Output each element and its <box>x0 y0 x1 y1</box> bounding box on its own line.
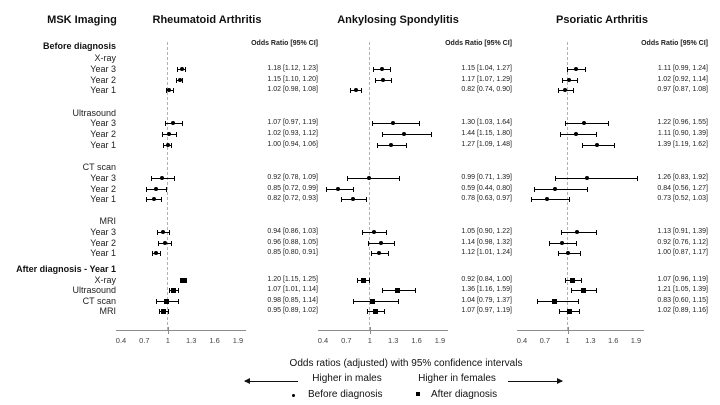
or-value: 0.83 [0.60, 1.15] <box>657 297 708 304</box>
or-marker-circle <box>354 88 358 92</box>
or-marker-circle <box>161 230 165 234</box>
ci-cap-low <box>362 230 363 235</box>
or-value: 1.02 [0.93, 1.12] <box>267 130 318 137</box>
higher-in-females-arrow-icon <box>508 377 562 386</box>
x-tick-label-rheumatoid-arthritis: 0.4 <box>115 336 127 345</box>
or-value: 0.85 [0.72, 0.99] <box>267 185 318 192</box>
row-label-year-1: Year 1 <box>90 193 116 204</box>
or-marker-square <box>581 288 586 293</box>
or-marker-circle <box>178 78 182 82</box>
or-marker-circle <box>595 143 599 147</box>
or-marker-circle <box>336 187 340 191</box>
or-marker-circle <box>163 241 167 245</box>
or-value: 0.92 [0.76, 1.12] <box>657 239 708 246</box>
ci-cap-high <box>169 230 170 235</box>
or-value: 1.12 [1.01, 1.24] <box>461 249 512 256</box>
ci-cap-low <box>549 241 550 246</box>
ci-cap-low <box>156 299 157 304</box>
row-label-after-diagnosis-year-1: After diagnosis - Year 1 <box>16 263 116 274</box>
or-value: 1.13 [0.91, 1.39] <box>657 228 708 235</box>
ci-cap-high <box>182 121 183 126</box>
or-value: 1.27 [1.09, 1.48] <box>461 141 512 148</box>
or-marker-circle <box>160 176 164 180</box>
ci-cap-high <box>173 88 174 93</box>
ci-cap-high <box>353 187 354 192</box>
ci-cap-low <box>371 251 372 256</box>
ci-cap-high <box>576 241 577 246</box>
ci-cap-low <box>157 230 158 235</box>
ci-cap-high <box>569 197 570 202</box>
ci-cap-low <box>537 299 538 304</box>
or-marker-square <box>567 309 572 314</box>
reference-line-psoriatic-arthritis <box>567 42 568 330</box>
or-value: 0.82 [0.72, 0.93] <box>267 195 318 202</box>
row-label-year-3: Year 3 <box>90 117 116 128</box>
or-value: 1.15 [1.10, 1.20] <box>267 76 318 83</box>
ci-cap-low <box>571 288 572 293</box>
ci-cap-high <box>361 88 362 93</box>
or-value: 1.04 [0.79, 1.37] <box>461 297 512 304</box>
x-axis-center-tick-psoriatic-arthritis <box>568 327 569 334</box>
ci-cap-low <box>151 176 152 181</box>
x-axis-center-tick-ankylosing-spondylitis <box>370 327 371 334</box>
or-marker-square <box>161 309 166 314</box>
ci-cap-low <box>558 251 559 256</box>
or-header-rheumatoid-arthritis: Odds Ratio [95% CI] <box>251 40 318 47</box>
panel-title-rheumatoid-arthritis: Rheumatoid Arthritis <box>152 14 262 26</box>
or-value: 1.07 [0.97, 1.19] <box>267 119 318 126</box>
ci-cap-low <box>176 78 177 83</box>
ci-cap-high <box>406 143 407 148</box>
row-label-ct-scan: CT scan <box>82 295 116 306</box>
or-marker-circle <box>167 132 171 136</box>
or-value: 1.18 [1.12, 1.23] <box>267 65 318 72</box>
or-marker-circle <box>180 67 184 71</box>
msk-imaging-title: MSK Imaging <box>47 14 117 26</box>
x-tick-label-psoriatic-arthritis: 1 <box>565 336 570 345</box>
x-tick-label-rheumatoid-arthritis: 1 <box>165 336 170 345</box>
or-marker-circle <box>367 176 371 180</box>
or-marker-circle <box>553 187 557 191</box>
ci-cap-high <box>384 309 385 314</box>
ci-cap-high <box>596 230 597 235</box>
row-label-year-1: Year 1 <box>90 84 116 95</box>
ci-cap-low <box>565 278 566 283</box>
or-marker-circle <box>154 251 158 255</box>
or-value: 1.02 [0.98, 1.08] <box>267 86 318 93</box>
ci-cap-high <box>386 230 387 235</box>
row-label-year-3: Year 3 <box>90 172 116 183</box>
or-marker-circle <box>574 67 578 71</box>
or-value: 1.11 [0.90, 1.39] <box>657 130 708 137</box>
or-marker-circle <box>166 143 170 147</box>
ci-cap-low <box>372 121 373 126</box>
ci-cap-low <box>382 288 383 293</box>
x-tick-label-psoriatic-arthritis: 0.7 <box>539 336 551 345</box>
x-tick-label-rheumatoid-arthritis: 1.3 <box>185 336 197 345</box>
or-value: 1.14 [0.98, 1.32] <box>461 239 512 246</box>
ci-cap-low <box>326 187 327 192</box>
or-value: 1.02 [0.89, 1.16] <box>657 307 708 314</box>
or-value: 0.59 [0.44, 0.80] <box>461 185 512 192</box>
row-label-mri: MRI <box>99 215 116 226</box>
or-marker-square <box>395 288 400 293</box>
ci-cap-low <box>555 176 556 181</box>
ci-cap-low <box>567 67 568 72</box>
ci-cap-low <box>368 241 369 246</box>
or-value: 0.95 [0.89, 1.02] <box>267 307 318 314</box>
or-value: 0.78 [0.63, 0.97] <box>461 195 512 202</box>
ci-cap-high <box>398 299 399 304</box>
row-label-mri: MRI <box>99 305 116 316</box>
ci-cap-high <box>369 278 370 283</box>
legend-before-diagnosis-label: Before diagnosis <box>308 389 383 400</box>
ci-cap-high <box>391 78 392 83</box>
or-value: 0.85 [0.80, 0.91] <box>267 249 318 256</box>
or-marker-circle <box>560 241 564 245</box>
row-label-ct-scan: CT scan <box>82 161 116 172</box>
legend-before-diagnosis-marker-icon <box>292 394 295 397</box>
or-marker-square <box>552 299 557 304</box>
or-value: 0.92 [0.78, 1.09] <box>267 174 318 181</box>
ci-cap-low <box>165 121 166 126</box>
or-value: 1.02 [0.92, 1.14] <box>657 76 708 83</box>
ci-cap-high <box>580 251 581 256</box>
x-tick-label-ankylosing-spondylitis: 1.9 <box>434 336 446 345</box>
or-marker-circle <box>379 241 383 245</box>
or-marker-square <box>181 278 186 283</box>
or-marker-circle <box>171 121 175 125</box>
row-label-year-3: Year 3 <box>90 63 116 74</box>
or-marker-square <box>370 299 375 304</box>
or-value: 1.26 [0.83, 1.92] <box>657 174 708 181</box>
ci-line <box>537 301 579 302</box>
ci-cap-low <box>347 176 348 181</box>
panel-title-psoriatic-arthritis: Psoriatic Arthritis <box>556 14 648 26</box>
panel-title-ankylosing-spondylitis: Ankylosing Spondylitis <box>337 14 459 26</box>
or-value: 1.22 [0.96, 1.55] <box>657 119 708 126</box>
ci-cap-low <box>353 299 354 304</box>
ci-line <box>347 178 400 179</box>
ci-line <box>353 301 398 302</box>
or-value: 0.97 [0.87, 1.08] <box>657 86 708 93</box>
ci-cap-low <box>367 309 368 314</box>
ci-cap-high <box>608 121 609 126</box>
ci-cap-low <box>565 121 566 126</box>
row-label-year-2: Year 2 <box>90 183 116 194</box>
ci-cap-high <box>596 288 597 293</box>
x-tick-label-rheumatoid-arthritis: 1.6 <box>209 336 220 345</box>
or-value: 1.30 [1.03, 1.64] <box>461 119 512 126</box>
ci-cap-high <box>168 309 169 314</box>
or-header-psoriatic-arthritis: Odds Ratio [95% CI] <box>641 40 708 47</box>
row-label-year-3: Year 3 <box>90 226 116 237</box>
x-tick-label-rheumatoid-arthritis: 1.9 <box>232 336 244 345</box>
or-marker-circle <box>389 143 393 147</box>
ci-cap-low <box>531 197 532 202</box>
ci-line <box>560 134 597 135</box>
legend-after-diagnosis-marker-icon <box>416 392 420 396</box>
ci-cap-high <box>579 309 580 314</box>
ci-cap-high <box>185 67 186 72</box>
x-axis-caption: Odds ratios (adjusted) with 95% confidence intervals <box>289 358 523 369</box>
ci-cap-low <box>382 132 383 137</box>
row-label-year-1: Year 1 <box>90 247 116 258</box>
or-marker-circle <box>582 121 586 125</box>
or-value: 0.82 [0.74, 0.90] <box>461 86 512 93</box>
x-tick-label-ankylosing-spondylitis: 1.6 <box>411 336 422 345</box>
or-marker-circle <box>566 251 570 255</box>
ci-cap-low <box>169 288 170 293</box>
ci-cap-high <box>578 299 579 304</box>
reference-line-ankylosing-spondylitis <box>369 42 370 330</box>
or-marker-circle <box>567 78 571 82</box>
ci-cap-low <box>375 78 376 83</box>
x-tick-label-ankylosing-spondylitis: 1 <box>367 336 372 345</box>
ci-line <box>372 123 420 124</box>
row-label-year-2: Year 2 <box>90 74 116 85</box>
higher-in-females-label: Higher in females <box>418 373 496 384</box>
ci-cap-low <box>562 78 563 83</box>
ci-cap-high <box>366 197 367 202</box>
or-marker-circle <box>585 176 589 180</box>
or-value: 1.07 [1.01, 1.14] <box>267 286 318 293</box>
or-value: 0.92 [0.84, 1.00] <box>461 276 512 283</box>
ci-cap-high <box>587 187 588 192</box>
or-marker-circle <box>152 197 156 201</box>
ci-cap-low <box>177 67 178 72</box>
ci-cap-high <box>166 187 167 192</box>
or-marker-circle <box>372 230 376 234</box>
or-marker-square <box>361 278 366 283</box>
or-value: 1.39 [1.19, 1.62] <box>657 141 708 148</box>
or-value: 1.11 [0.99, 1.24] <box>657 65 708 72</box>
or-marker-square <box>171 288 176 293</box>
or-value: 1.07 [0.96, 1.19] <box>657 276 708 283</box>
or-value: 1.00 [0.87, 1.17] <box>657 249 708 256</box>
ci-cap-low <box>561 230 562 235</box>
or-value: 1.17 [1.07, 1.29] <box>461 76 512 83</box>
ci-cap-high <box>581 278 582 283</box>
ci-cap-low <box>559 309 560 314</box>
x-tick-label-psoriatic-arthritis: 0.4 <box>516 336 528 345</box>
ci-cap-low <box>162 132 163 137</box>
or-value: 0.73 [0.52, 1.03] <box>657 195 708 202</box>
or-marker-circle <box>351 197 355 201</box>
row-label-x-ray: X-ray <box>94 274 116 285</box>
ci-cap-high <box>614 143 615 148</box>
ci-cap-high <box>419 121 420 126</box>
ci-cap-low <box>377 143 378 148</box>
ci-cap-low <box>146 187 147 192</box>
row-label-x-ray: X-ray <box>94 52 116 63</box>
ci-cap-high <box>394 241 395 246</box>
or-value: 0.98 [0.85, 1.14] <box>267 297 318 304</box>
ci-cap-low <box>152 251 153 256</box>
ci-cap-high <box>596 132 597 137</box>
row-label-before-diagnosis: Before diagnosis <box>42 40 116 51</box>
or-marker-circle <box>154 187 158 191</box>
ci-cap-high <box>390 67 391 72</box>
ci-cap-high <box>174 176 175 181</box>
row-label-year-2: Year 2 <box>90 128 116 139</box>
ci-cap-low <box>534 187 535 192</box>
ci-cap-high <box>161 197 162 202</box>
ci-cap-low <box>357 278 358 283</box>
x-axis-center-tick-rheumatoid-arthritis <box>168 327 169 334</box>
x-tick-label-ankylosing-spondylitis: 0.4 <box>317 336 329 345</box>
ci-cap-high <box>160 251 161 256</box>
or-marker-circle <box>391 121 395 125</box>
ci-line <box>326 189 354 190</box>
ci-cap-high <box>176 132 177 137</box>
ci-cap-high <box>171 143 172 148</box>
ci-cap-high <box>399 176 400 181</box>
ci-cap-high <box>171 241 172 246</box>
or-value: 0.94 [0.86, 1.03] <box>267 228 318 235</box>
higher-in-males-label: Higher in males <box>312 373 382 384</box>
ci-cap-high <box>585 67 586 72</box>
x-tick-label-ankylosing-spondylitis: 1.3 <box>387 336 399 345</box>
or-marker-circle <box>380 67 384 71</box>
or-marker-circle <box>377 251 381 255</box>
or-value: 0.96 [0.88, 1.05] <box>267 239 318 246</box>
ci-cap-high <box>182 78 183 83</box>
higher-in-males-arrow-icon <box>245 377 298 386</box>
or-marker-circle <box>167 88 171 92</box>
ci-cap-low <box>341 197 342 202</box>
or-value: 1.05 [0.90, 1.22] <box>461 228 512 235</box>
ci-line <box>534 189 588 190</box>
ci-cap-high <box>178 299 179 304</box>
or-marker-circle <box>575 230 579 234</box>
ci-line <box>531 199 570 200</box>
or-value: 0.84 [0.56, 1.27] <box>657 185 708 192</box>
x-axis-ankylosing-spondylitis <box>318 330 448 331</box>
x-tick-label-psoriatic-arthritis: 1.3 <box>585 336 596 345</box>
row-label-year-2: Year 2 <box>90 237 116 248</box>
row-label-ultrasound: Ultrasound <box>72 107 116 118</box>
legend-after-diagnosis-label: After diagnosis <box>431 389 498 400</box>
x-tick-label-rheumatoid-arthritis: 0.7 <box>139 336 150 345</box>
x-axis-psoriatic-arthritis <box>517 330 644 331</box>
ci-cap-high <box>388 251 389 256</box>
row-label-ultrasound: Ultrasound <box>72 284 116 295</box>
or-value: 1.20 [1.15, 1.25] <box>267 276 318 283</box>
row-label-year-1: Year 1 <box>90 139 116 150</box>
ci-cap-low <box>163 143 164 148</box>
or-value: 1.00 [0.94, 1.06] <box>267 141 318 148</box>
ci-cap-low <box>159 309 160 314</box>
ci-cap-high <box>186 278 187 283</box>
ci-cap-high <box>573 88 574 93</box>
ci-cap-high <box>577 78 578 83</box>
or-value: 1.36 [1.16, 1.59] <box>461 286 512 293</box>
ci-cap-high <box>415 288 416 293</box>
ci-cap-low <box>560 132 561 137</box>
ci-cap-high <box>178 288 179 293</box>
ci-cap-low <box>146 197 147 202</box>
or-value: 1.15 [1.04, 1.27] <box>461 65 512 72</box>
x-tick-label-psoriatic-arthritis: 1.9 <box>630 336 642 345</box>
or-marker-circle <box>402 132 406 136</box>
or-marker-square <box>570 278 575 283</box>
ci-cap-low <box>558 88 559 93</box>
or-value: 1.21 [1.05, 1.39] <box>657 286 708 293</box>
or-value: 0.99 [0.71, 1.39] <box>461 174 512 181</box>
or-marker-square <box>373 309 378 314</box>
or-header-ankylosing-spondylitis: Odds Ratio [95% CI] <box>445 40 512 47</box>
or-marker-circle <box>574 132 578 136</box>
ci-cap-low <box>373 67 374 72</box>
x-tick-label-ankylosing-spondylitis: 0.7 <box>341 336 352 345</box>
x-tick-label-psoriatic-arthritis: 1.6 <box>607 336 619 345</box>
or-value: 1.07 [0.97, 1.19] <box>461 307 512 314</box>
x-axis-rheumatoid-arthritis <box>116 330 246 331</box>
ci-cap-low <box>158 241 159 246</box>
or-marker-square <box>164 299 169 304</box>
or-value: 1.44 [1.15, 1.80] <box>461 130 512 137</box>
or-marker-circle <box>381 78 385 82</box>
ci-cap-low <box>582 143 583 148</box>
or-marker-circle <box>545 197 549 201</box>
ci-cap-low <box>350 88 351 93</box>
ci-line <box>565 123 610 124</box>
